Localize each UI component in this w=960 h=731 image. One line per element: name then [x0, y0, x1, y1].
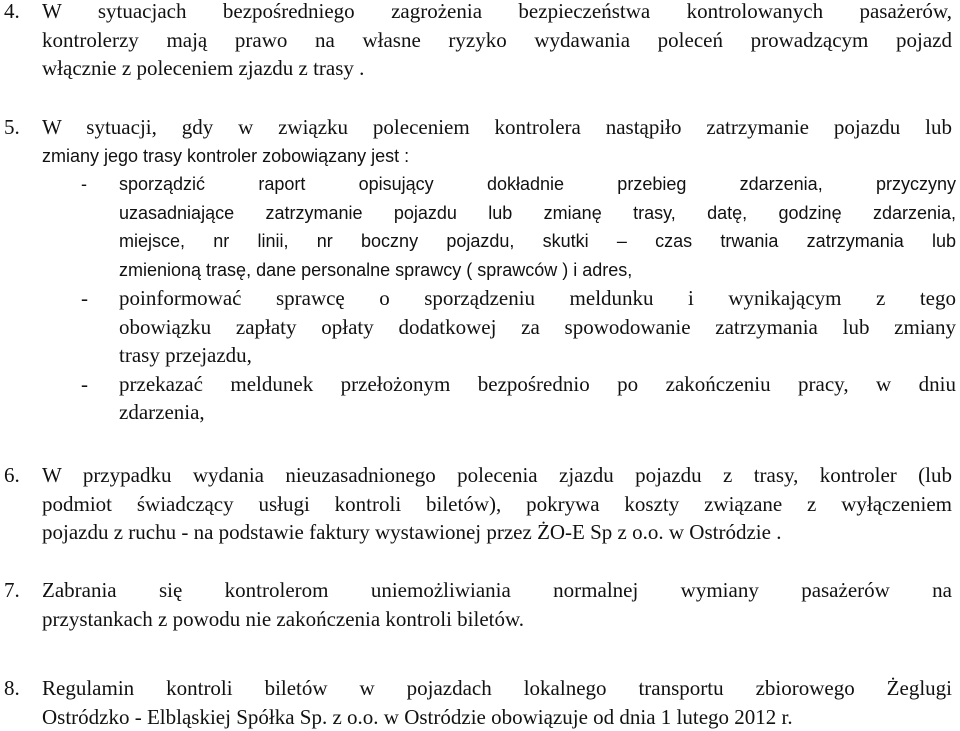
sub-item-text: [119, 370, 956, 427]
item-text: [42, 576, 952, 633]
sub-list-item-report: [42, 170, 956, 284]
text-line: Zabrania się kontrolerom uniemożliwiania normalnej wymiany pasażerów na: [42, 576, 952, 605]
sub-item-text: [119, 170, 956, 284]
text-line: kontrolerzy mają prawo na własne ryzyko wydawania poleceń prowadzącym pojazd: [42, 26, 952, 55]
sub-item-text: [119, 284, 956, 370]
text-line: podmiot świadczący usługi kontroli biletów), pokrywa koszty związane z wyłączeniem: [42, 490, 952, 519]
sub-list: [42, 170, 956, 427]
sub-list-item-forward: [42, 370, 956, 427]
text-line: przystankach z powodu nie zakończenia kontroli biletów.: [42, 605, 952, 634]
text-line: W sytuacjach bezpośredniego zagrożenia bezpieczeństwa kontrolowanych pasażerów,: [42, 0, 952, 26]
sub-list-item-inform: [42, 284, 956, 370]
dash-marker: -: [81, 284, 88, 313]
item-text: [42, 461, 952, 547]
text-line: obowiązku zapłaty opłaty dodatkowej za spowodowanie zatrzymania lub zmiany: [119, 313, 956, 342]
text-line: miejsce, nr linii, nr boczny pojazdu, skutki – czas trwania zatrzymania lub: [119, 227, 956, 256]
text-line: przekazać meldunek przełożonym bezpośrednio po zakończeniu pracy, w dniu: [119, 370, 956, 399]
text-line: zmiany jego trasy kontroler zobowiązany jest :: [42, 142, 952, 171]
item-text: [42, 113, 952, 170]
text-line: pojazdu z ruchu - na podstawie faktury wystawionej przez ŻO-E Sp z o.o. w Ostródzie .: [42, 518, 952, 547]
text-line: W przypadku wydania nieuzasadnionego polecenia zjazdu pojazdu z trasy, kontroler (lub: [42, 461, 952, 490]
text-line: trasy przejazdu,: [119, 341, 956, 370]
item-number: 5.: [4, 113, 20, 142]
item-number: 4.: [4, 0, 20, 26]
item-number: 8.: [4, 674, 20, 703]
text-line: poinformować sprawcę o sporządzeniu meldunku i wynikającym z tego: [119, 284, 956, 313]
item-number: 7.: [4, 576, 20, 605]
dash-marker: -: [81, 170, 87, 199]
item-text: [42, 0, 952, 83]
text-line: Regulamin kontroli biletów w pojazdach lokalnego transportu zbiorowego Żeglugi: [42, 674, 952, 703]
text-line: uzasadniające zatrzymanie pojazdu lub zmianę trasy, datę, godzinę zdarzenia,: [119, 199, 956, 228]
text-line: zmienioną trasę, dane personalne sprawcy ( sprawców ) i adres,: [119, 256, 956, 285]
text-line: sporządzić raport opisujący dokładnie przebieg zdarzenia, przyczyny: [119, 170, 956, 199]
item-text: [42, 674, 952, 731]
dash-marker: -: [81, 370, 88, 399]
text-line: Ostródzko - Elbląskiej Spółka Sp. z o.o. w Ostródzie obowiązuje od dnia 1 lutego 2012 r.: [42, 703, 952, 731]
text-line: włącznie z poleceniem zjazdu z trasy .: [42, 54, 952, 83]
text-line: W sytuacji, gdy w związku poleceniem kontrolera nastąpiło zatrzymanie pojazdu lub: [42, 113, 952, 142]
item-number: 6.: [4, 461, 20, 490]
text-line: zdarzenia,: [119, 398, 956, 427]
